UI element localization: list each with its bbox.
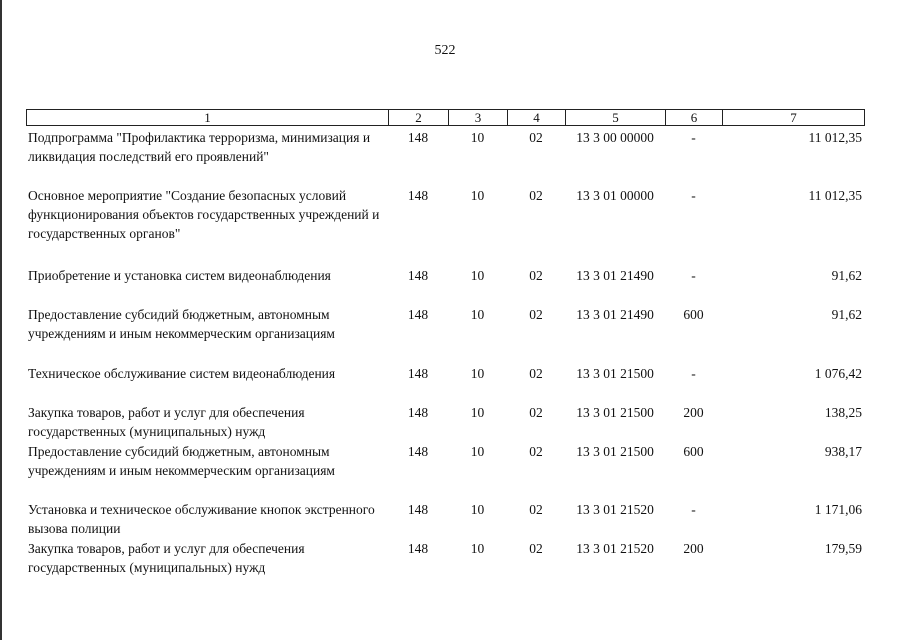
row-code-6: 200 <box>683 541 704 556</box>
row-name: Закупка товаров, работ и услуг для обеспечения государственных (муниципальных) нужд <box>28 405 305 439</box>
row-code-6: - <box>691 188 696 203</box>
row-name: Подпрограмма "Профилактика терроризма, минимизация и ликвидация последствий его проявлений" <box>28 130 371 164</box>
row-code-3: 10 <box>470 405 485 420</box>
table-row <box>26 266 864 305</box>
table-row <box>26 539 864 578</box>
row-name: Основное мероприятие "Создание безопасных условий функционирования объектов государственных учреждений и государственных органов" <box>28 188 380 241</box>
row-code-3: 10 <box>470 188 485 203</box>
row-name: Приобретение и установка систем видеонаблюдения <box>28 268 331 283</box>
row-code-3: 10 <box>470 366 485 381</box>
column-header-row <box>27 110 865 126</box>
table-row <box>26 186 864 266</box>
row-code-3: 10 <box>470 444 485 459</box>
row-code-5: 13 3 01 21520 <box>576 502 654 517</box>
row-code-4: 02 <box>529 405 543 420</box>
row-amount: 938,17 <box>824 444 862 459</box>
row-code-5: 13 3 01 00000 <box>576 188 654 203</box>
row-code-2: 148 <box>407 188 429 203</box>
row-code-6: 600 <box>683 444 704 459</box>
table-row <box>26 364 864 403</box>
row-code-3: 10 <box>470 541 485 556</box>
row-amount: 1 171,06 <box>814 502 862 517</box>
left-margin-rule <box>0 0 2 640</box>
row-code-4: 02 <box>529 502 543 517</box>
row-code-2: 148 <box>407 541 429 556</box>
table-row <box>26 403 864 442</box>
row-code-6: - <box>691 130 696 145</box>
column-header-5: 5 <box>566 110 666 126</box>
row-code-4: 02 <box>529 541 543 556</box>
row-name: Установка и техническое обслуживание кнопок экстренного вызова полиции <box>28 502 375 536</box>
row-code-4: 02 <box>529 366 543 381</box>
row-amount: 91,62 <box>831 307 862 322</box>
row-code-2: 148 <box>407 405 429 420</box>
row-code-5: 13 3 01 21500 <box>576 444 654 459</box>
table-row <box>26 305 864 364</box>
row-code-3: 10 <box>470 268 485 283</box>
row-code-6: - <box>691 502 696 517</box>
row-name: Техническое обслуживание систем видеонаблюдения <box>28 366 336 381</box>
row-name: Предоставление субсидий бюджетным, автономным учреждениям и иным некоммерческим организациям <box>28 307 335 341</box>
column-header-6: 6 <box>666 110 723 126</box>
row-code-2: 148 <box>407 502 429 517</box>
column-header-3: 3 <box>449 110 508 126</box>
row-amount: 11 012,35 <box>808 130 862 145</box>
row-amount: 11 012,35 <box>808 188 862 203</box>
column-header-2: 2 <box>389 110 449 126</box>
row-code-5: 13 3 01 21490 <box>576 307 654 322</box>
column-header-4: 4 <box>508 110 566 126</box>
column-header-1: 1 <box>27 110 389 126</box>
row-code-6: - <box>691 268 696 283</box>
row-code-4: 02 <box>529 444 543 459</box>
row-code-5: 13 3 00 00000 <box>576 130 654 145</box>
row-code-2: 148 <box>407 307 429 322</box>
row-name: Предоставление субсидий бюджетным, автономным учреждениям и иным некоммерческим организациям <box>28 444 335 478</box>
budget-table <box>26 128 864 578</box>
row-code-2: 148 <box>407 366 429 381</box>
row-code-3: 10 <box>470 502 485 517</box>
row-amount: 1 076,42 <box>814 366 862 381</box>
row-code-6: - <box>691 366 696 381</box>
row-code-5: 13 3 01 21500 <box>576 366 654 381</box>
row-code-4: 02 <box>529 268 543 283</box>
row-amount: 91,62 <box>831 268 862 283</box>
column-header-7: 7 <box>723 110 865 126</box>
page-number: 522 <box>434 43 456 58</box>
row-amount: 179,59 <box>824 541 862 556</box>
row-code-6: 600 <box>683 307 704 322</box>
row-code-2: 148 <box>407 268 429 283</box>
row-code-5: 13 3 01 21490 <box>576 268 654 283</box>
table-row <box>26 500 864 539</box>
row-code-4: 02 <box>529 188 543 203</box>
row-code-4: 02 <box>529 307 543 322</box>
row-code-5: 13 3 01 21500 <box>576 405 654 420</box>
row-amount: 138,25 <box>824 405 862 420</box>
row-code-3: 10 <box>470 130 485 145</box>
row-code-6: 200 <box>683 405 704 420</box>
column-header-table <box>26 109 865 126</box>
row-code-5: 13 3 01 21520 <box>576 541 654 556</box>
table-row <box>26 442 864 500</box>
row-code-2: 148 <box>407 130 429 145</box>
row-code-2: 148 <box>407 444 429 459</box>
row-code-4: 02 <box>529 130 543 145</box>
row-name: Закупка товаров, работ и услуг для обеспечения государственных (муниципальных) нужд <box>28 541 305 575</box>
row-code-3: 10 <box>470 307 485 322</box>
table-row <box>26 128 864 186</box>
